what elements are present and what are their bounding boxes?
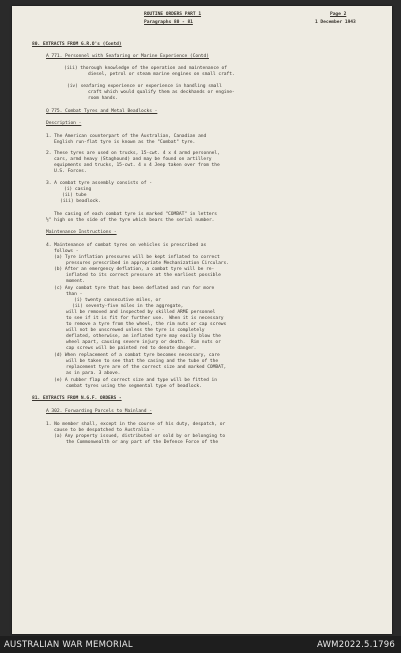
text-line: diesel, petrol or steam marine engines on small craft.	[88, 72, 235, 77]
text-line: equipments and trucks, 15-cwt. 4 x 4 Jeep taken over from the	[54, 163, 220, 168]
description-heading: Description -	[46, 121, 82, 126]
text-line: (iv) seafaring experience or experience in handling small	[67, 84, 222, 89]
subsection-a771: A 771. Personnel with Seafaring or Marine Experience (Contd)	[46, 54, 209, 59]
text-line: replacement tyre are of the correct size and marked COMBAT,	[66, 365, 227, 370]
text-line: inflated to its correct pressure at the earliest possible	[66, 273, 221, 278]
section-80-heading: 80. EXTRACTS FROM G.R.O's (Contd)	[32, 42, 122, 47]
text-line: (a) Tyre inflation pressures will be kept inflated to correct	[54, 255, 220, 260]
text-line: (iii) thorough knowledge of the operation and maintenance of	[64, 66, 227, 71]
text-line: will be taken to see that the casing and the tube of the	[66, 359, 219, 364]
text-line: wheel apart, causing severe injury or death. Rim nuts or	[66, 340, 221, 345]
page-number: Page 2	[330, 12, 347, 17]
text-line: cause to be despatched to Australia -	[54, 428, 155, 433]
text-line: 3. A combat tyre assembly consists of -	[46, 181, 152, 186]
text-line: English run-flat tyre is known as the "Combat" tyre.	[54, 140, 196, 145]
text-line: combat tyres using the segmental type of beadlock.	[66, 384, 202, 389]
text-line: will not be unscrewed unless the tyre is completely	[66, 328, 205, 333]
archive-footer	[0, 636, 401, 653]
list-item: (ii) tube	[62, 193, 87, 198]
archive-name: AUSTRALIAN WAR MEMORIAL	[4, 640, 133, 650]
text-line: craft which would qualify them as deckhands or engine-	[88, 90, 235, 95]
text-line: to see if it is fit for further use. When it is necessary	[66, 316, 224, 321]
archive-reference: AWM2022.5.1796	[317, 640, 395, 650]
section-81-heading: 81. EXTRACTS FROM N.G.F. ORDERS -	[32, 396, 122, 401]
subsection-q775: Q 775. Combat Tyres and Metal Beadlocks -	[46, 109, 158, 114]
text-line: 1. The American counterpart of the Australian, Canadian and	[46, 134, 207, 139]
list-item: (i) twenty consecutive miles, or	[74, 298, 161, 303]
text-line: cap screws will be painted red to denote danger.	[66, 346, 197, 351]
list-item: (i) casing	[64, 187, 92, 192]
paragraph-range: Paragraphs 80 - 81	[144, 20, 193, 25]
text-line: (a) Any property issued, distributed or sold by or belonging to	[54, 434, 226, 439]
text-line: ½" high on the side of the tyre which bears the serial number.	[46, 218, 215, 223]
text-line: will be removed and inspected by skilled ARME personnel	[66, 310, 216, 315]
document-page	[12, 6, 392, 634]
text-line: The casing of each combat tyre is marked "COMBAT" in letters	[54, 212, 217, 217]
text-line: the Commonwealth or any part of the Defence Force of the	[66, 440, 219, 445]
text-line: moment.	[66, 279, 86, 284]
text-line: room hands.	[88, 96, 118, 101]
maintenance-heading: Maintenance Instructions -	[46, 230, 117, 235]
text-line: follows -	[54, 249, 79, 254]
text-line: than -	[66, 292, 83, 297]
subsection-a302: A 302. Forwarding Parcels to Mainland -	[46, 409, 152, 414]
list-item: (iii) beadlock.	[60, 199, 101, 204]
text-line: (b) After an emergency deflation, a combat tyre will be re-	[54, 267, 215, 272]
text-line: (e) A rubber flap of correct size and type will be fitted in	[54, 378, 217, 383]
doc-title: ROUTINE ORDERS PART 1	[144, 12, 202, 17]
text-line: (d) When replacement of a combat tyre becomes necessary, care	[54, 353, 220, 358]
text-line: (c) Any combat tyre that has been deflated and run for more	[54, 286, 215, 291]
list-item: (ii) seventy-five miles in the aggregate,	[72, 304, 184, 309]
text-line: deflated, otherwise, an inflated tyre may easily blow the	[66, 334, 221, 339]
text-line: to remove a tyre from the wheel, the rim nuts or cap screws	[66, 322, 227, 327]
text-line: 1. No member shall, except in the course of his duty, despatch, or	[46, 422, 226, 427]
text-line: 4. Maintenance of combat tyres on vehicles is prescribed as	[46, 243, 207, 248]
text-line: pressures prescribed in appropriate Mechanization Circulars.	[66, 261, 229, 266]
text-line: 2. These tyres are used on trucks, 15-cwt. 4 x 4 armd personnel,	[46, 151, 220, 156]
text-line: U.S. Forces.	[54, 169, 87, 174]
text-line: as in para. 3 above.	[66, 371, 121, 376]
doc-date: 1 December 1943	[315, 20, 356, 25]
text-line: cars, armd heavy (Staghound) and may be found on artillery	[54, 157, 212, 162]
